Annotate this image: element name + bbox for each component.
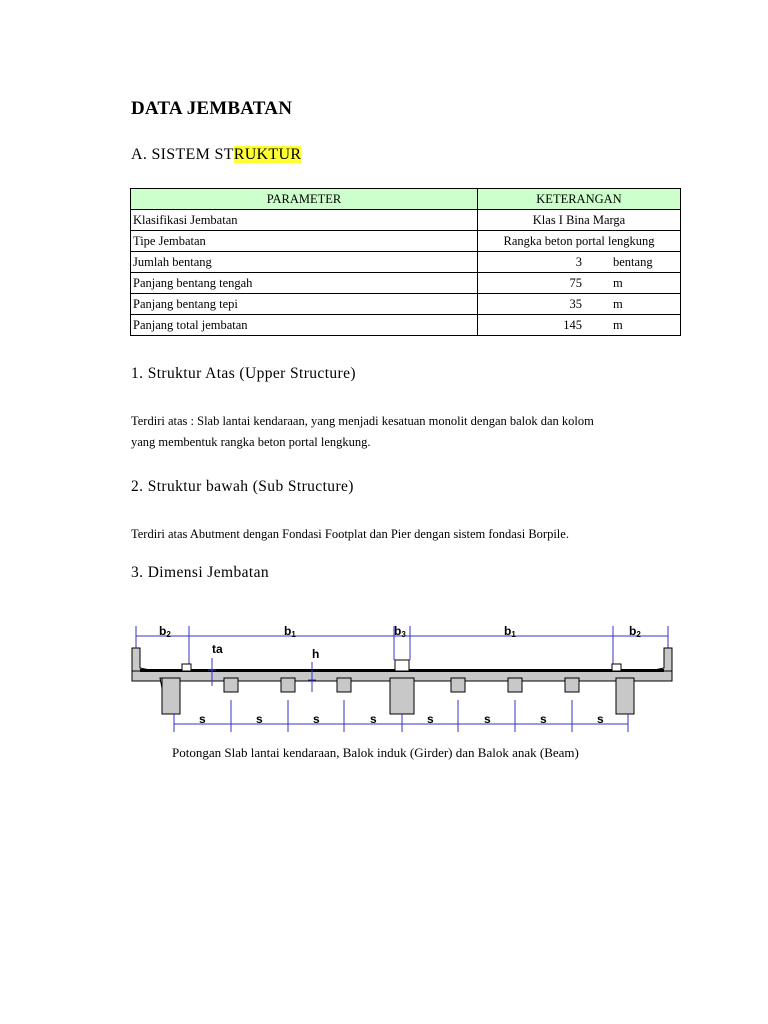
- row-value: [478, 252, 681, 273]
- label-s: s: [484, 712, 491, 726]
- kerb-left: [182, 664, 191, 671]
- row-number: 35: [569, 297, 582, 311]
- label-s: s: [313, 712, 320, 726]
- page-title: DATA JEMBATAN: [131, 98, 293, 119]
- header-keterangan: KETERANGAN: [478, 189, 681, 210]
- median-kerb: [395, 660, 409, 671]
- header-parameter: PARAMETER: [131, 189, 478, 210]
- paragraph-upper-structure: [131, 411, 691, 453]
- paragraph-line: Terdiri atas Abutment dengan Fondasi Footplat dan Pier dengan sistem fondasi Borpile.: [131, 527, 569, 541]
- row-value: Klas I Bina Marga: [478, 210, 681, 231]
- row-param: Tipe Jembatan: [131, 231, 478, 252]
- label-b3: b3: [394, 624, 406, 639]
- section-a-heading: [131, 146, 301, 164]
- section-a-prefix: A. SISTEM ST: [131, 146, 234, 163]
- diagram-caption: Potongan Slab lantai kendaraan, Balok induk (Girder) dan Balok anak (Beam): [172, 745, 579, 760]
- row-param: Panjang bentang tepi: [131, 294, 478, 315]
- table-header-row: [131, 189, 681, 210]
- row-unit: bentang: [613, 255, 653, 269]
- table-row: [131, 231, 681, 252]
- paragraph-line: yang membentuk rangka beton portal lengkung.: [131, 435, 371, 449]
- row-value: [478, 315, 681, 336]
- row-unit: m: [613, 276, 623, 290]
- label-s: s: [427, 712, 434, 726]
- label-s: s: [256, 712, 263, 726]
- table-row: [131, 294, 681, 315]
- row-param: Panjang total jembatan: [131, 315, 478, 336]
- paragraph-sub-structure: [131, 524, 691, 545]
- label-ta: ta: [212, 642, 223, 656]
- row-number: 145: [563, 318, 582, 332]
- row-value: [478, 273, 681, 294]
- row-unit: m: [613, 318, 623, 332]
- kerb-right: [612, 664, 621, 671]
- label-h: h: [312, 647, 320, 661]
- label-b2-right: b2: [629, 624, 641, 639]
- heading-sub-structure: 2. Struktur bawah (Sub Structure): [131, 478, 354, 495]
- row-number: 75: [569, 276, 582, 290]
- row-number: 3: [575, 255, 582, 269]
- row-param: Jumlah bentang: [131, 252, 478, 273]
- table-row: [131, 210, 681, 231]
- heading-dimensi: 3. Dimensi Jembatan: [131, 564, 270, 581]
- label-s: s: [540, 712, 547, 726]
- section-a-highlight: RUKTUR: [233, 146, 302, 163]
- row-param: Klasifikasi Jembatan: [131, 210, 478, 231]
- table-row: [131, 315, 681, 336]
- bridge-cross-section-diagram: [128, 618, 676, 740]
- label-s: s: [597, 712, 604, 726]
- paragraph-line: Terdiri atas : Slab lantai kendaraan, yang menjadi kesatuan monolit dengan balok dan kolom: [131, 414, 594, 428]
- row-unit: m: [613, 297, 623, 311]
- row-value: Rangka beton portal lengkung: [478, 231, 681, 252]
- parameter-table: [130, 188, 681, 336]
- row-value: [478, 294, 681, 315]
- heading-upper-structure: 1. Struktur Atas (Upper Structure): [131, 365, 356, 382]
- label-b2-left: b2: [159, 624, 171, 639]
- label-s: s: [370, 712, 377, 726]
- structure-body: [132, 648, 672, 714]
- label-b1-right: b1: [504, 624, 516, 639]
- row-param: Panjang bentang tengah: [131, 273, 478, 294]
- table-row: [131, 273, 681, 294]
- label-s: s: [199, 712, 206, 726]
- label-b1-left: b1: [284, 624, 296, 639]
- table-row: [131, 252, 681, 273]
